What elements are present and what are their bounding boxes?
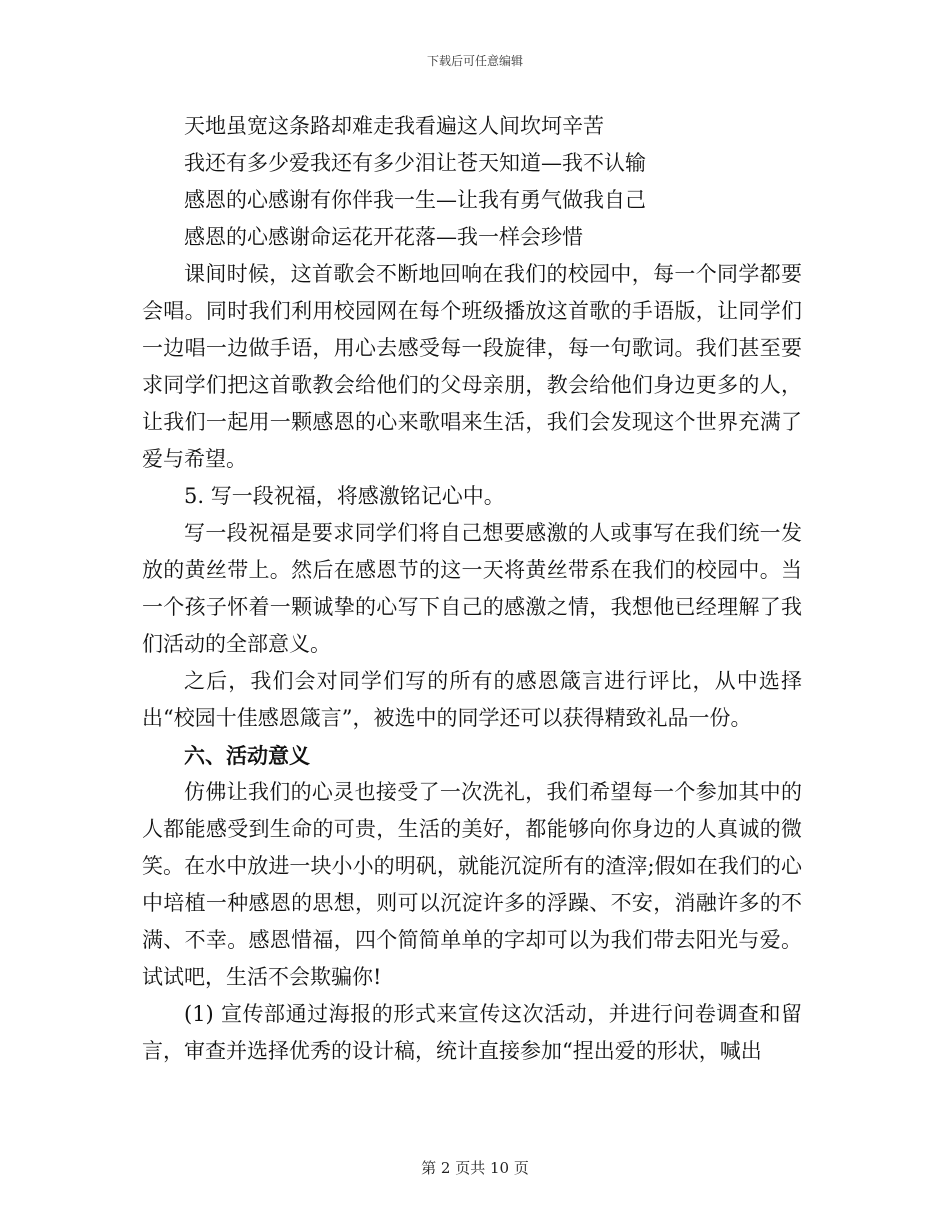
- document-body: [142, 108, 802, 1070]
- paragraph-song-practice: 课间时候，这首歌会不断地回响在我们的校园中，每一个同学都要会唱。同时我们利用校园网在每个班级播放这首歌的手语版，让同学们一边唱一边做手语，用心去感受每一段旋律，每一句歌词。我们甚至要求同学们把这首歌教会给他们的父母亲朋，教会给他们身边更多的人，让我们一起用一颗感恩的心来歌唱来生活，我们会发现这个世界充满了爱与希望。: [142, 262, 802, 471]
- lyric-line: 我还有多少爱我还有多少泪让苍天知道—我不认输: [184, 151, 646, 175]
- lyric-line: 感恩的心感谢命运花开花落—我一样会珍惜: [184, 225, 583, 249]
- lyric-line: 天地虽宽这条路却难走我看遍这人间坎坷辛苦: [184, 114, 604, 138]
- section-item-5: 5. 写一段祝福，将感激铭记心中。: [184, 484, 505, 508]
- paragraph-evaluation: 之后，我们会对同学们写的所有的感恩箴言进行评比，从中选择出“校园十佳感恩箴言”，被选中的同学还可以获得精致礼品一份。: [142, 669, 802, 730]
- section-heading-6: 六、活动意义: [184, 743, 310, 768]
- page-header: 下载后可任意编辑: [426, 54, 523, 68]
- paragraph-publicity: (1) 宣传部通过海报的形式来宣传这次活动，并进行问卷调查和留言，审查并选择优秀的设计稿，统计直接参加“捏出爱的形状，喊出: [142, 1002, 802, 1063]
- page-footer: 第 2 页共 10 页: [421, 1159, 529, 1177]
- paragraph-yellow-ribbon: 写一段祝福是要求同学们将自己想要感激的人或事写在我们统一发放的黄丝带上。然后在感恩节的这一天将黄丝带系在我们的校园中。当一个孩子怀着一颗诚挚的心写下自己的感激之情，我想他已经理解了我们活动的全部意义。: [142, 521, 802, 656]
- lyric-line: 感恩的心感谢有你伴我一生—让我有勇气做我自己: [184, 188, 646, 212]
- paragraph-significance: 仿佛让我们的心灵也接受了一次洗礼，我们希望每一个参加其中的人都能感受到生命的可贵，生活的美好，都能够向你身边的人真诚的微笑。在水中放进一块小小的明矾，就能沉淀所有的渣滓;假如在我们的心中培植一种感恩的思想，则可以沉淀许多的浮躁、不安，消融许多的不满、不幸。感恩惜福，四个简简单单的字却可以为我们带去阳光与爱。试试吧，生活不会欺骗你!: [142, 780, 802, 989]
